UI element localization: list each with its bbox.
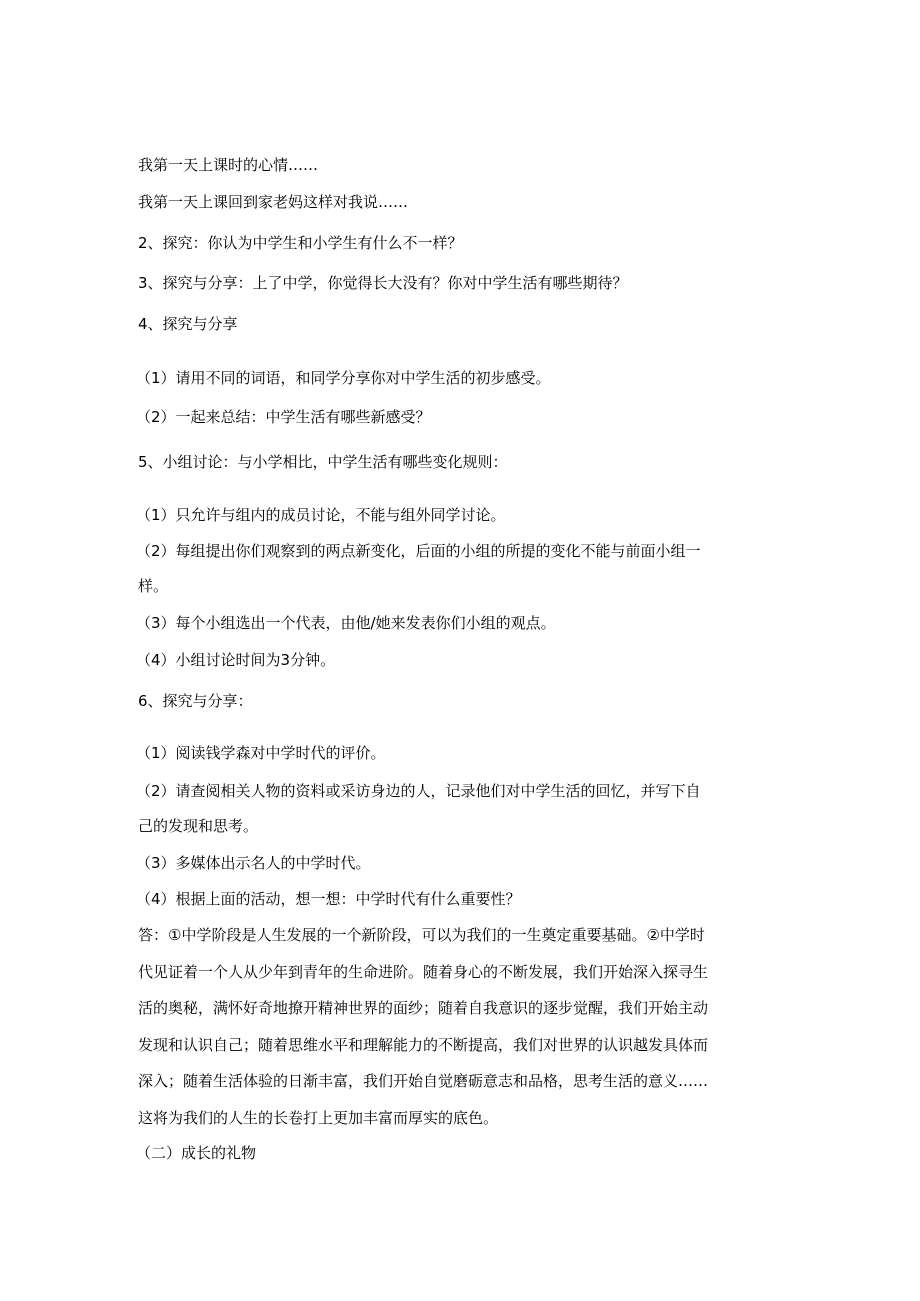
sub-item: （3）多媒体出示名人的中学时代。 [136, 854, 371, 872]
answer-line: 这将为我们的人生的长卷打上更加丰富而厚实的底色。 [138, 1109, 499, 1127]
answer-line: 活的奥秘，满怀好奇地撩开精神世界的面纱；随着自我意识的逐步觉醒，我们开始主动 [138, 999, 709, 1017]
sub-item: （1）阅读钱学森对中学时代的评价。 [136, 744, 386, 762]
question-3: 3、探究与分享：上了中学，你觉得长大没有？你对中学生活有哪些期待？ [138, 274, 628, 292]
sub-item: （2）每组提出你们观察到的两点新变化，后面的小组的所提的变化不能与前面小组一 [136, 542, 701, 560]
sub-item: （1）请用不同的词语，和同学分享你对中学生活的初步感受。 [136, 369, 551, 387]
question-5: 5、小组讨论：与小学相比，中学生活有哪些变化规则： [138, 453, 508, 471]
sub-item: （4）根据上面的活动，想一想：中学时代有什么重要性？ [136, 890, 521, 908]
sub-item-continued: 样。 [138, 577, 169, 595]
paragraph-line: 我第一天上课回到家老妈这样对我说…… [138, 193, 409, 211]
sub-item: （1）只允许与组内的成员讨论，不能与组外同学讨论。 [136, 506, 506, 524]
answer-line: 发现和认识自己；随着思维水平和理解能力的不断提高，我们对世界的认识越发具体而 [138, 1036, 709, 1054]
question-4: 4、探究与分享 [138, 315, 238, 333]
sub-item: （2）一起来总结：中学生活有哪些新感受？ [136, 408, 431, 426]
answer-line: 代见证着一个人从少年到青年的生命进阶。随着身心的不断发展，我们开始深入探寻生 [138, 963, 709, 981]
answer-line: 深入；随着生活体验的日渐丰富，我们开始自觉磨砺意志和品格，思考生活的意义…… [138, 1072, 709, 1090]
sub-item: （2）请查阅相关人物的资料或采访身边的人，记录他们对中学生活的回忆，并写下自 [136, 782, 701, 800]
sub-item-continued: 己的发现和思考。 [138, 817, 259, 835]
sub-item: （4）小组讨论时间为3分钟。 [136, 651, 336, 669]
sub-item: （3）每个小组选出一个代表，由他/她来发表你们小组的观点。 [136, 614, 556, 632]
paragraph-line: 我第一天上课时的心情…… [138, 156, 319, 174]
question-2: 2、探究：你认为中学生和小学生有什么不一样？ [138, 234, 463, 252]
section-heading: （二）成长的礼物 [136, 1144, 257, 1162]
answer-line: 答：①中学阶段是人生发展的一个新阶段，可以为我们的一生奠定重要基础。②中学时 [138, 926, 705, 944]
question-6: 6、探究与分享： [138, 692, 253, 710]
